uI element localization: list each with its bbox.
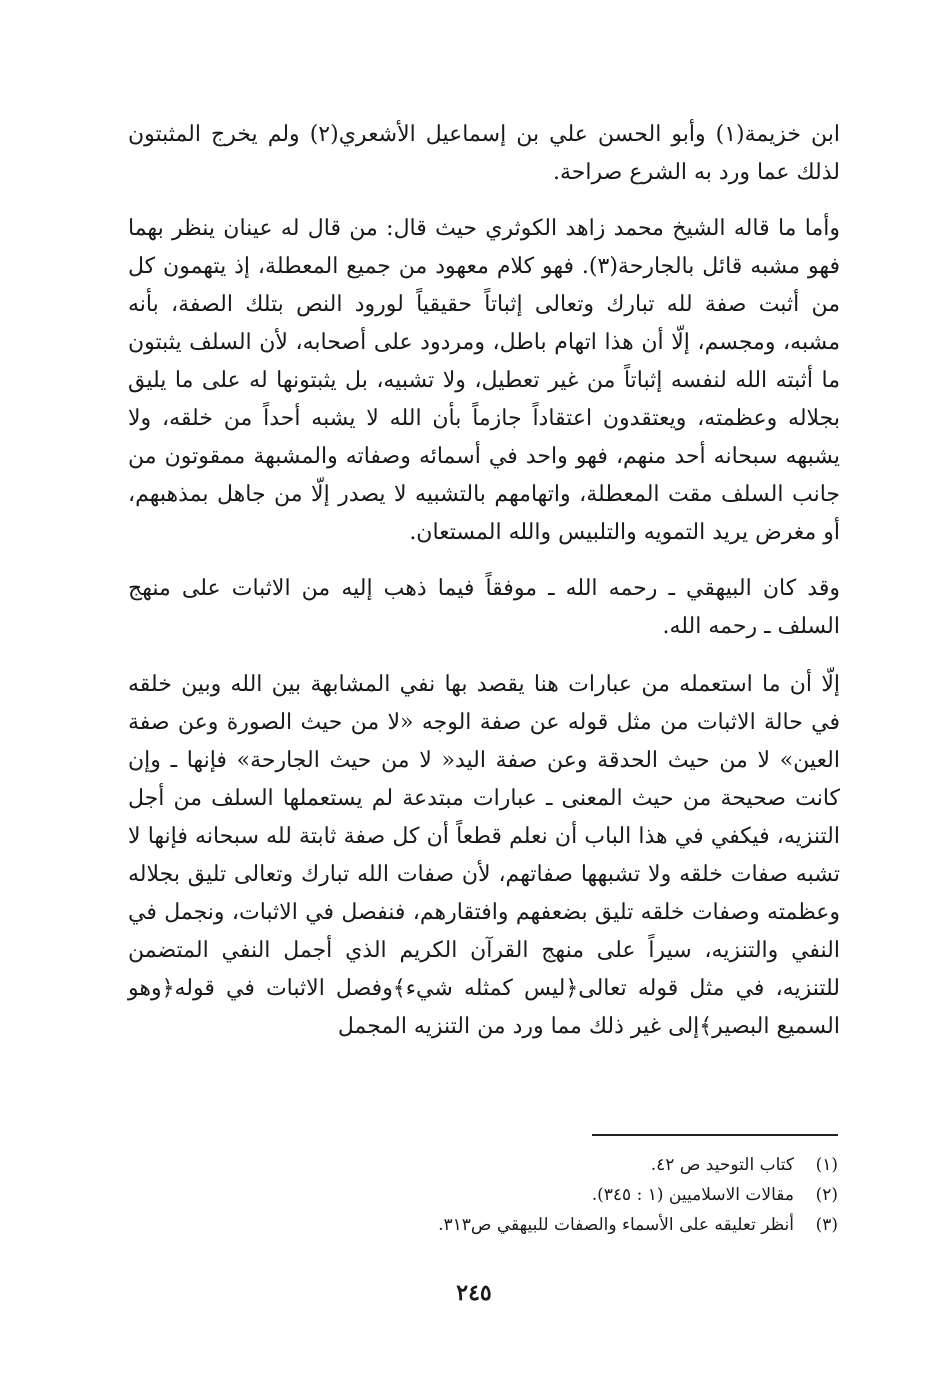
footnote-text: أنظر تعليقه على الأسماء والصفات للبيهقي ص٣١٣. (438, 1215, 794, 1235)
footnote-number: (٢) (815, 1185, 838, 1205)
footnote-number: (٣) (815, 1215, 838, 1235)
paragraph: وقد كان البيهقي ـ رحمه الله ـ موفقاً فيما ذهب إليه من الاثبات على منهج السلف ـ رحمه الله. (128, 576, 840, 639)
footnote-number: (١) (815, 1155, 838, 1175)
page-number: ٢٤٥ (456, 1280, 492, 1306)
body-text (128, 116, 840, 1046)
footnote-text: كتاب التوحيد ص ٤٢. (650, 1155, 794, 1175)
footnote-text: مقالات الاسلاميين (١ : ٣٤٥). (591, 1185, 794, 1205)
footnote-separator (592, 1134, 838, 1136)
paragraph: وأما ما قاله الشيخ محمد زاهد الكوثري حيث قال: من قال له عينان ينظر بهما فهو مشبه قائل بالجارحة(٣). فهو كلام معهود من جميع المعطلة، إذ يتهمون كل من أثبت صفة لله تبارك وتعالى إثباتاً حقيقياً لورود النص بتلك الصفة، بأنه مشبه، ومجسم، إلّا أن هذا اتهام باطل، ومردود على أصحابه، لأن السلف يثبتون ما أثبته الله لنفسه إثباتاً من غير تعطيل، ولا تشبيه، بل يثبتونها له على ما يليق بجلاله وعظمته، ويعتقدون اعتقاداً جازماً بأن الله لا يشبه أحداً من خلقه، ولا يشبهه سبحانه أحد منهم، فهو واحد في أسمائه وصفاته والمشبهة ممقوتون من جانب السلف مقت المعطلة، واتهامهم بالتشبيه لا يصدر إلّا من جاهل بمذهبهم، أو مغرض يريد التمويه والتلبيس والله المستعان. (128, 216, 840, 545)
paragraph: ابن خزيمة(١) وأبو الحسن علي بن إسماعيل الأشعري(٢) ولم يخرج المثبتون لذلك عما ورد به الشرع صراحة. (128, 122, 840, 185)
footnote (238, 1180, 838, 1210)
footnote (238, 1210, 838, 1240)
footnotes (238, 1150, 838, 1240)
footnote (238, 1150, 838, 1180)
paragraph: إلّا أن ما استعمله من عبارات هنا يقصد بها نفي المشابهة بين الله وبين خلقه في حالة الاثبات من مثل قوله عن صفة الوجه «لا من حيث الصورة وعن صفة العين» لا من حيث الحدقة وعن صفة اليد« لا من حيث الجارحة» فإنها ـ وإن كانت صحيحة من حيث المعنى ـ عبارات مبتدعة لم يستعملها السلف من أجل التنزيه، فيكفي في هذا الباب أن نعلم قطعاً أن كل صفة ثابتة لله سبحانه فإنها لا تشبه صفات خلقه ولا تشبهها صفاتهم، لأن صفات الله تبارك وتعالى تليق بجلاله وعظمته وصفات خلقه تليق بضعفهم وافتقارهم، فنفصل في الاثبات، ونجمل في النفي والتنزيه، سيراً على منهج القرآن الكريم الذي أجمل النفي المتضمن للتنزيه، في مثل قوله تعالى﴿ليس كمثله شيء﴾وفصل الاثبات في قوله﴿وهو السميع البصير﴾إلى غير ذلك مما ورد من التنزيه المجمل (128, 672, 840, 1039)
